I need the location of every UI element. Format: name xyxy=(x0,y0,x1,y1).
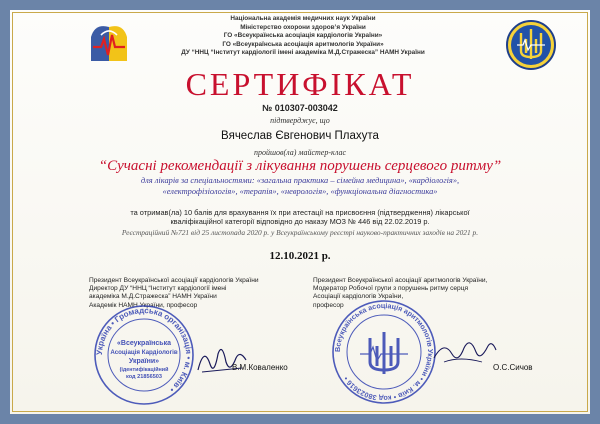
course-title: “Сучасні рекомендації з лікування порушень серцевого ритму” xyxy=(98,158,502,174)
signatory-title-line: Асоціації кардіологів України, xyxy=(313,293,404,301)
recipient-name: Вячеслав Євгенович Плахута xyxy=(221,130,379,142)
stamp-ring-text: Всеукраїнська асоціація аритмологів України • м. Київ • код 38023616 • xyxy=(332,300,436,404)
certificate-title: СЕРТИФІКАТ xyxy=(185,66,415,102)
signer-name-left: В.М.Коваленко xyxy=(232,363,288,372)
signatory-title-line: професор xyxy=(313,301,344,309)
signature-right-icon xyxy=(430,332,500,372)
completed-text: пройшов(ла) майстер-клас xyxy=(253,148,347,157)
stamp-center-line: «Всеукраїнська xyxy=(117,340,171,347)
heart-logo-icon xyxy=(87,17,131,65)
organization-line: Національна академія медичних наук України xyxy=(230,15,376,22)
stamp-trident-icon xyxy=(360,332,408,374)
signature-left-icon xyxy=(192,340,252,380)
organization-line: Міністерство охорони здоров’я України xyxy=(240,23,366,31)
stamp-id-line: (ідентифікаційний xyxy=(119,367,169,373)
signer-name-right: О.С.Сичов xyxy=(493,363,533,372)
organizations-header xyxy=(148,15,458,58)
signatory-title-line: академіка М.Д.Стражеска” НАМН України xyxy=(89,293,217,301)
signatory-title-line: Президент Всеукраїнської асоціації аритмологів України, xyxy=(313,277,488,284)
signatory-title-line: Директор ДУ “ННЦ “Інститут кардіології імені xyxy=(89,285,227,293)
organization-line: ДУ “ННЦ “Інститут кардіології імені академіка М.Д.Стражеска” НАМН України xyxy=(181,49,425,57)
specialties-text: для лікарів за спеціальностями: «загальна практика – сімейна медицина», «кардіологія», «електрофізіологія», «терапія», «неврологія», «функціональна діагностика» xyxy=(140,176,460,196)
organization-line: ГО «Всеукраїнська асоціація аритмологів України» xyxy=(222,40,384,48)
organization-line: ГО «Всеукраїнська асоціація кардіологів України» xyxy=(223,32,383,40)
stamp-center-line: Асоціація Кардіологів xyxy=(110,349,178,356)
stamp-id-line: код 21856503 xyxy=(125,374,163,380)
signatory-title-line: Академік НАМН України, професор xyxy=(89,301,198,309)
certificate-number: № 010307-003042 xyxy=(262,103,338,113)
issue-date: 12.10.2021 р. xyxy=(269,250,331,262)
stamp-center-line: України» xyxy=(128,358,160,365)
signatory-title-line: Президент Всеукраїнської асоціації кардіологів України xyxy=(89,277,259,284)
cardiologists-association-stamp xyxy=(92,303,196,407)
registry-text: Реєстраційний №721 від 25 листопада 2020 р. у Всеукраїнському реєстрі науково-практичних заходів на 2021 р. xyxy=(121,228,479,237)
signatory-title-line: Модератор Робочої групи з порушень ритму серця xyxy=(313,285,469,293)
trident-emblem-icon xyxy=(505,19,557,71)
confirms-text: підтверджує, що xyxy=(270,116,330,125)
arrhythmologists-association-stamp xyxy=(330,298,438,406)
stamp-ring-text: Україна • Громадська організація • м. Київ • xyxy=(94,305,194,395)
points-text: та отримав(ла) 10 балів для врахування їх при атестації на присвоєння (підтвердження) лікарської кваліфікаційної категорії відповідно до наказу МОЗ № 446 від 22.02.2019 р. xyxy=(130,208,470,227)
